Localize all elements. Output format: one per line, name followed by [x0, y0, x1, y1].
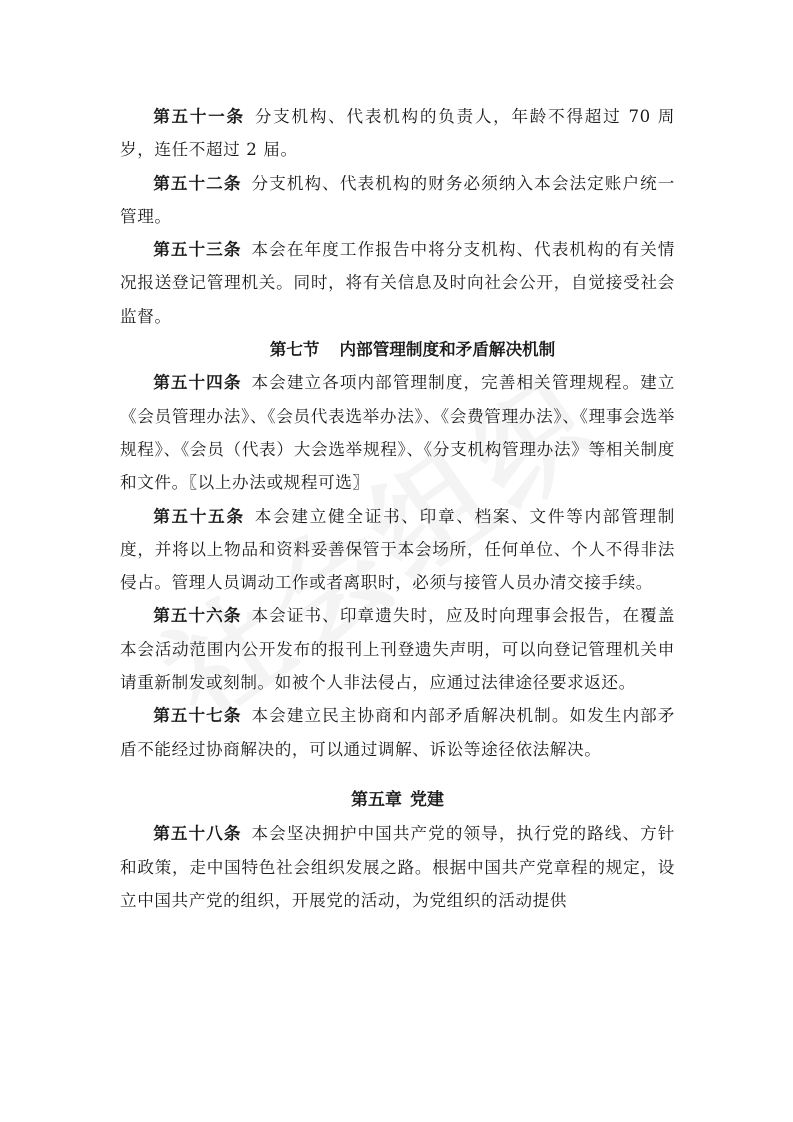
article-57 — [120, 699, 675, 766]
article-number: 第五十三条 — [153, 239, 242, 260]
article-53 — [120, 233, 675, 333]
article-text: 本会坚决拥护中国共产党的领导，执行党的路线、方针和政策，走中国特色社会组织发展之路。根据中国共产党章程的规定，设立中国共产党的组织，开展党的活动，为党组织的活动提供 — [120, 824, 675, 910]
article-number: 第五十八条 — [153, 823, 242, 844]
article-55 — [120, 500, 675, 600]
article-text: 本会建立各项内部管理制度，完善相关管理规程。建立《会员管理办法》、《会员代表选举办法》、《会费管理办法》、《理事会选举规程》、《会员（代表）大会选举规程》、《分支机构管理办法》等相关制度和文件。〖以上办法或规程可选〗 — [120, 373, 675, 493]
article-number: 第五十一条 — [153, 106, 245, 126]
section-number: 第七节 — [269, 339, 320, 360]
article-58 — [120, 817, 675, 917]
article-text: 本会在年度工作报告中将分支机构、代表机构的有关情况报送登记管理机关。同时，将有关信息及时向社会公开，自觉接受社会监督。 — [120, 240, 675, 326]
article-56 — [120, 599, 675, 699]
section-heading — [120, 333, 675, 366]
article-54 — [120, 366, 675, 499]
chapter-heading — [120, 784, 675, 817]
article-number: 第五十五条 — [153, 505, 245, 526]
article-number: 第五十二条 — [153, 172, 242, 193]
article-51 — [120, 100, 675, 167]
chapter-number: 第五章 — [351, 789, 402, 810]
article-text: 本会证书、印章遗失时，应及时向理事会报告，在覆盖本会活动范围内公开发布的报刊上刊登遗失声明，可以向登记管理机关申请重新制发或刻制。如被个人非法侵占，应通过法律途径要求返还。 — [120, 606, 675, 693]
article-52 — [120, 167, 675, 234]
section-title: 内部管理制度和矛盾解决机制 — [339, 339, 556, 360]
article-number: 第五十七条 — [153, 705, 242, 726]
chapter-title: 党建 — [410, 789, 444, 810]
document-body — [120, 100, 675, 917]
article-text: 本会建立民主协商和内部矛盾解决机制。如发生内部矛盾不能经过协商解决的，可以通过调解、诉讼等途径依法解决。 — [120, 706, 675, 759]
article-text: 本会建立健全证书、印章、档案、文件等内部管理制度，并将以上物品和资料妥善保管于本会场所，任何单位、个人不得非法侵占。管理人员调动工作或者离职时，必须与接管人员办清交接手续。 — [120, 506, 675, 593]
article-number: 第五十四条 — [153, 372, 242, 393]
article-number: 第五十六条 — [153, 605, 242, 626]
article-text: 分支机构、代表机构的财务必须纳入本会法定账户统一管理。 — [120, 173, 675, 226]
article-text: 分支机构、代表机构的负责人，年龄不得超过 70 周岁，连任不超过 2 届。 — [120, 107, 675, 160]
